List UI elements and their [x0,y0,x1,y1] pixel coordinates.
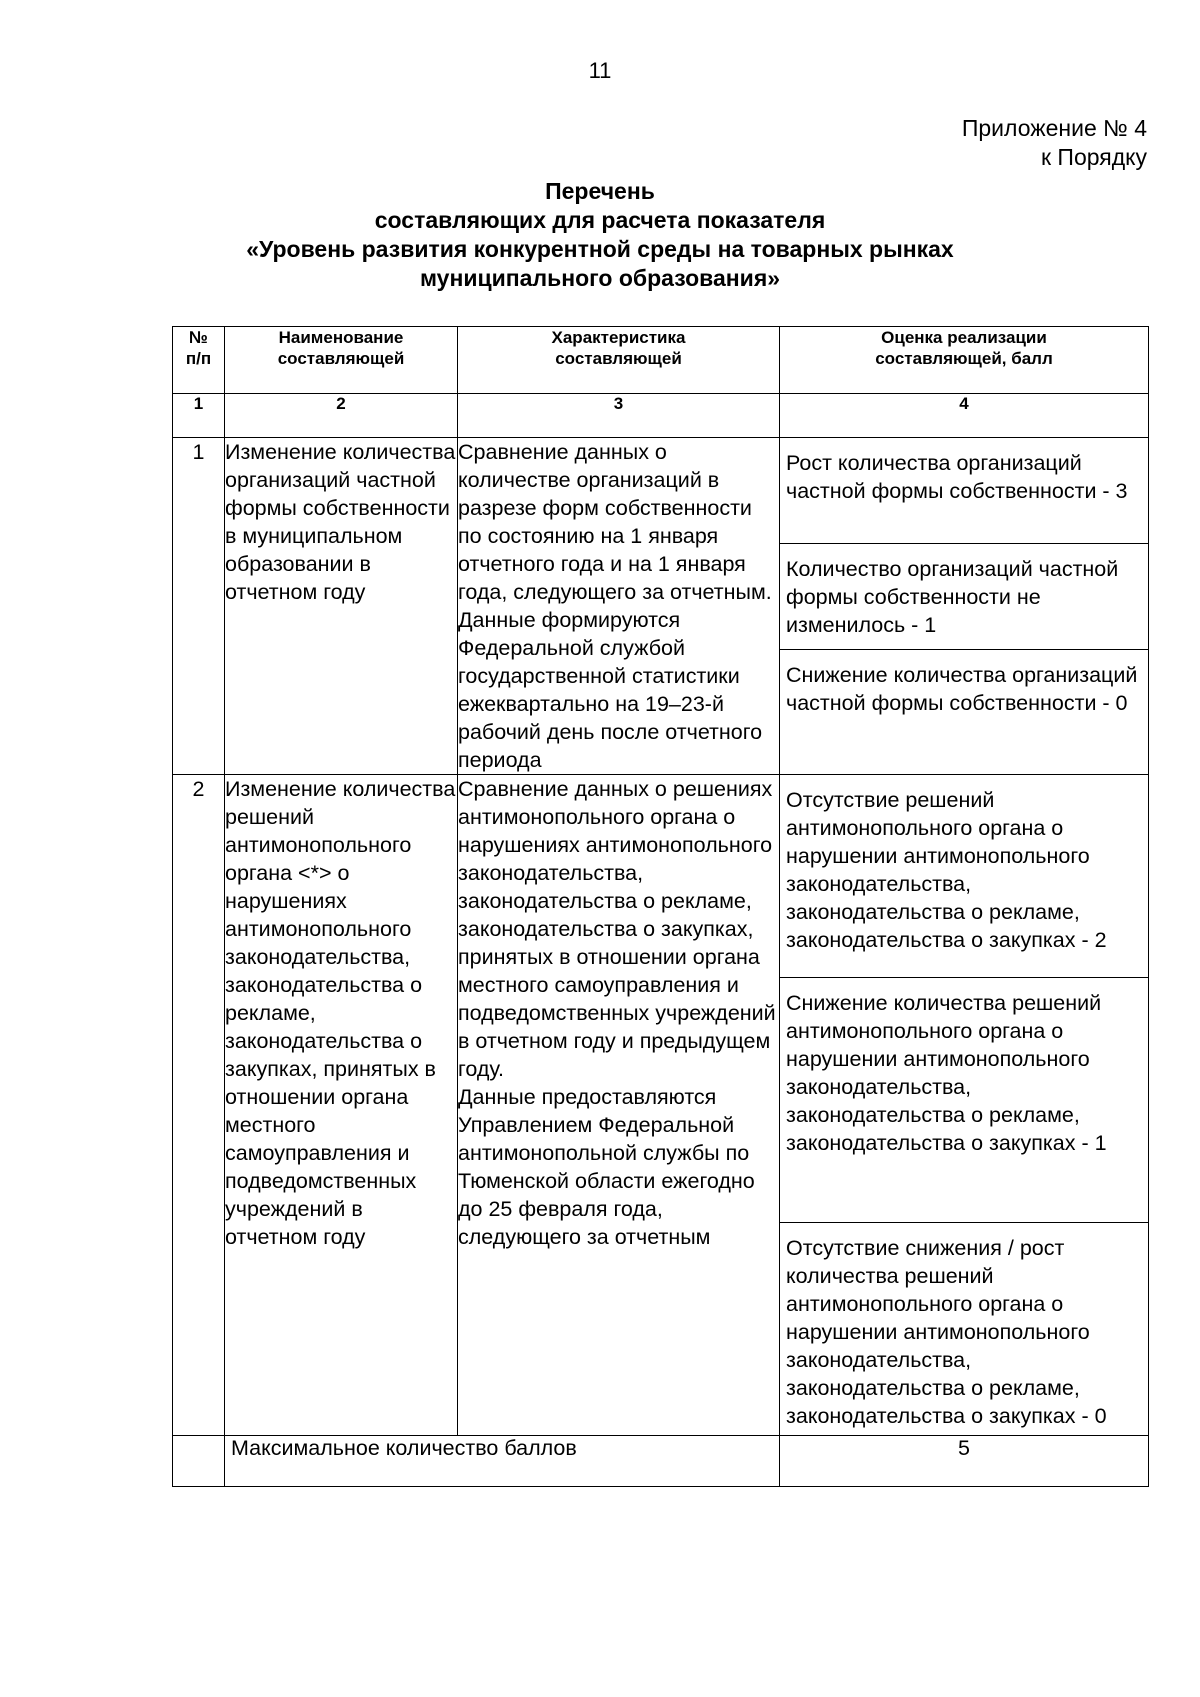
row-number: 2 [173,775,225,1436]
appendix-line-2: к Порядку [1040,144,1147,170]
heading-line-4: муниципального образования» [419,265,781,291]
document-heading [0,177,1200,293]
total-value: 5 [780,1436,1149,1487]
score-option: Снижение количества организаций частной формы собственности - 0 [786,663,1138,715]
page-number: 11 [588,58,612,83]
component-characteristic: Сравнение данных о решениях антимонопольного органа о нарушениях антимонопольного законодательства, законодательства о рекламе, законодательства о закупках, принятых в отношении органа местного самоуправления и подведомственных учреждений в отчетном году и предыдущем году. Данные предоставляются Управлением Федеральной антимонопольной службы по Тюменской области ежегодно до 25 февраля года, следующего за отчетным [458,775,780,1436]
total-row [173,1436,1149,1487]
score-option: Отсутствие решений антимонопольного органа о нарушении антимонопольного законодательства, законодательства о рекламе, законодательства о закупках - 2 [780,775,1148,978]
column-number-row [173,394,1149,438]
appendix-line-1: Приложение № 4 [961,115,1147,141]
column-number: 1 [173,394,225,438]
heading-line-2: составляющих для расчета показателя [374,207,826,233]
column-number: 2 [225,394,458,438]
component-scores [780,775,1149,1436]
heading-line-3: «Уровень развития конкурентной среды на товарных рынках [246,236,954,262]
appendix-reference [962,114,1147,172]
header-num: № п/п [173,327,225,394]
score-option: Количество организаций частной формы собственности не изменилось - 1 [780,544,1148,650]
component-name: Изменение количества организаций частной формы собственности в муниципальном образовании в отчетном году [225,438,458,775]
score-option: Снижение количества решений антимонопольного органа о нарушении антимонопольного законодательства, законодательства о рекламе, законодательства о закупках - 1 [780,978,1148,1223]
header-characteristic: Характеристика составляющей [458,327,780,394]
row-number: 1 [173,438,225,775]
components-table [172,326,1149,1487]
component-characteristic: Сравнение данных о количестве организаций в разрезе форм собственности по состоянию на 1 января отчетного года и на 1 января года, следующего за отчетным. Данные формируются Федеральной службой государственной статистики ежеквартально на 19–23-й рабочий день после отчетного периода [458,438,780,775]
total-empty-cell [173,1436,225,1487]
score-option: Рост количества организаций частной формы собственности - 3 [780,438,1148,544]
header-score: Оценка реализации составляющей, балл [780,327,1149,394]
table-header-row [173,327,1149,394]
total-label: Максимальное количество баллов [225,1436,780,1487]
component-name: Изменение количества решений антимонопольного органа <*> о нарушениях антимонопольного законодательства, законодательства о рекламе, законодательства о закупках, принятых в отношении органа местного самоуправления и подведомственных учреждений в отчетном году [225,775,458,1436]
component-scores [780,438,1149,775]
header-name: Наименование составляющей [225,327,458,394]
score-option: Отсутствие снижения / рост количества решений антимонопольного органа о нарушении антимонопольного законодательства, законодательства о рекламе, законодательства о закупках - 0 [786,1236,1107,1428]
table-row [173,775,1149,1436]
column-number: 3 [458,394,780,438]
table-row [173,438,1149,775]
heading-line-1: Перечень [545,178,655,204]
column-number: 4 [780,394,1149,438]
